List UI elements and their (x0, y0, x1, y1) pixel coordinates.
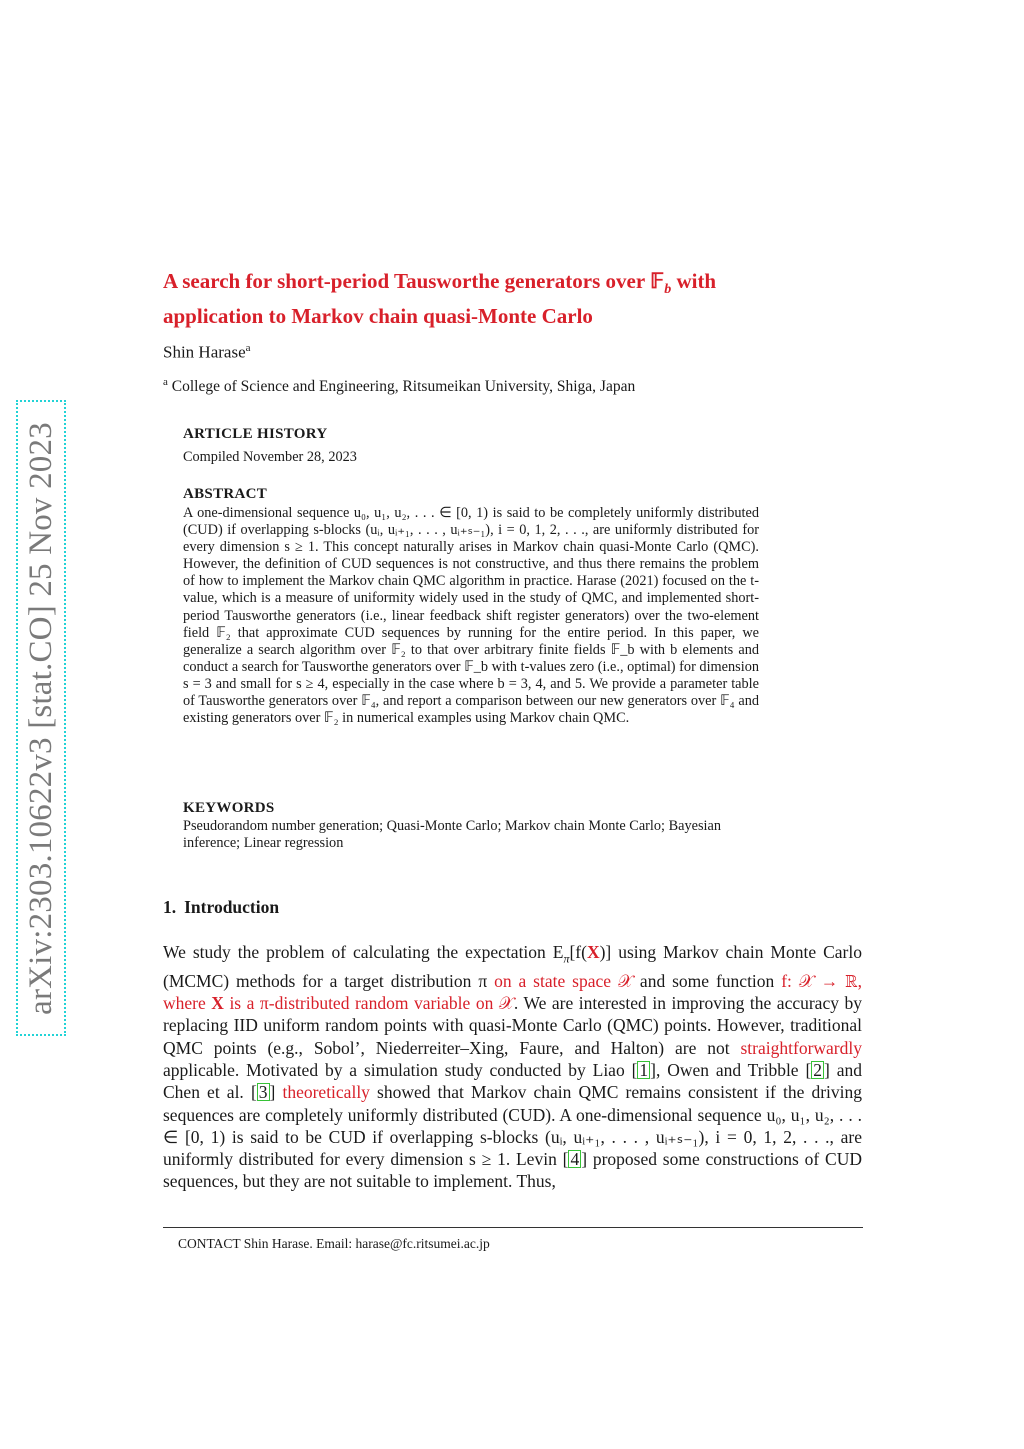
arxiv-stamp-text: arXiv:2303.10622v3 [stat.CO] 25 Nov 2023 (22, 421, 59, 1015)
introduction-paragraph: We study the problem of calculating the expectation $E_\pi[f(X)]$ using Markov chain Monte Carlo (MCMC) methods for a target distribution π on a state space 𝒳 and some function f: 𝒳 → ℝ, where X is a π-distributed random variable on 𝒳. We are interested in improving the accuracy by replacing IID uniform random points with quasi-Monte Carlo (QMC) points. However, traditional QMC points (e.g., Sobol’, Niederreiter–Xing, Faure, and Halton) are not straightforwardly applicable. Motivated by a simulation study conducted by Liao [ 1 ], Owen and Tribble [ 2 ] and Chen et al. [ 3 ] theoretically showed that Markov chain QMC remains consistent if the driving sequences are completely uniformly distributed (CUD). A one-dimensional sequence u₀, u₁, u₂, . . . ∈ [0, 1) is said to be CUD if overlapping s-blocks (uᵢ, uᵢ₊₁, . . . , uᵢ₊ₛ₋₁), i = 0, 1, 2, . . ., are uniformly distributed for every dimension s ≥ 1. Levin [ 4 ] proposed some constructions of CUD sequences, but they are not suitable to implement. Thus, (163, 942, 863, 1192)
author: Shin Harase$^a$ (163, 342, 251, 362)
citation-4[interactable]: 4 (570, 1149, 580, 1170)
citation-1[interactable]: 1 (639, 1059, 649, 1080)
footnote-divider (163, 1227, 863, 1228)
citation-2[interactable]: 2 (813, 1059, 823, 1080)
link-straightforwardly[interactable]: straightforwardly (740, 1037, 862, 1058)
citation-3[interactable]: 3 (258, 1082, 268, 1103)
link-theoretically[interactable]: theoretically (282, 1082, 370, 1103)
abstract-text: A one-dimensional sequence u₀, u₁, u₂, . . . ∈ [0, 1) is said to be completely uniformly distributed (CUD) if overlapping s-blocks (uᵢ, uᵢ₊₁, . . . , uᵢ₊ₛ₋₁), i = 0, 1, 2, . . ., are uniformly distributed for every dimension s ≥ 1. This concept naturally arises in Markov chain quasi-Monte Carlo (QMC). However, the definition of CUD sequences is not constructive, and thus there remains the problem of how to implement the Markov chain QMC algorithm in practice. Harase (2021) focused on the t-value, which is a measure of uniformity widely used in the study of QMC, and implemented short-period Tausworthe generators (i.e., linear feedback shift register generators) over the two-element field 𝔽₂ that approximate CUD sequences by running for the entire period. In this paper, we generalize a search algorithm over 𝔽₂ to that over arbitrary finite fields 𝔽_b with b elements and conduct a search for Tausworthe generators over 𝔽_b with t-values zero (i.e., optimal) for dimension s = 3 and small for s ≥ 4, especially in the case where b = 3, 4, and 5. We provide a parameter table of Tausworthe generators over 𝔽₄, and report a comparison between our new generators over 𝔽₄ and existing generators over 𝔽₂ in numerical examples using Markov chain QMC. (183, 505, 759, 727)
link-state-space[interactable]: on a state space 𝒳 (494, 970, 634, 991)
affiliation: $^a$ College of Science and Engineering, Ritsumeikan University, Shiga, Japan (163, 376, 636, 396)
paper-title: A search for short-period Tausworthe generators over 𝔽$_b$ with application to Markov chain quasi-Monte Carlo (163, 269, 717, 329)
keywords-heading: KEYWORDS (183, 800, 275, 816)
section-heading-introduction: 1. Introduction (163, 897, 280, 917)
compiled-date: Compiled November 28, 2023 (183, 449, 357, 465)
arxiv-stamp (16, 400, 66, 1036)
abstract-heading: ABSTRACT (183, 486, 268, 502)
keywords-text: Pseudorandom number generation; Quasi-Monte Carlo; Markov chain Monte Carlo; Bayesian inference; Linear regression (183, 818, 721, 852)
article-history-heading: ARTICLE HISTORY (183, 426, 328, 442)
link-function[interactable]: f: 𝒳 → ℝ, where (163, 970, 862, 1014)
contact-footnote: CONTACT Shin Harase. Email: harase@fc.ritsumei.ac.jp (178, 1236, 490, 1251)
